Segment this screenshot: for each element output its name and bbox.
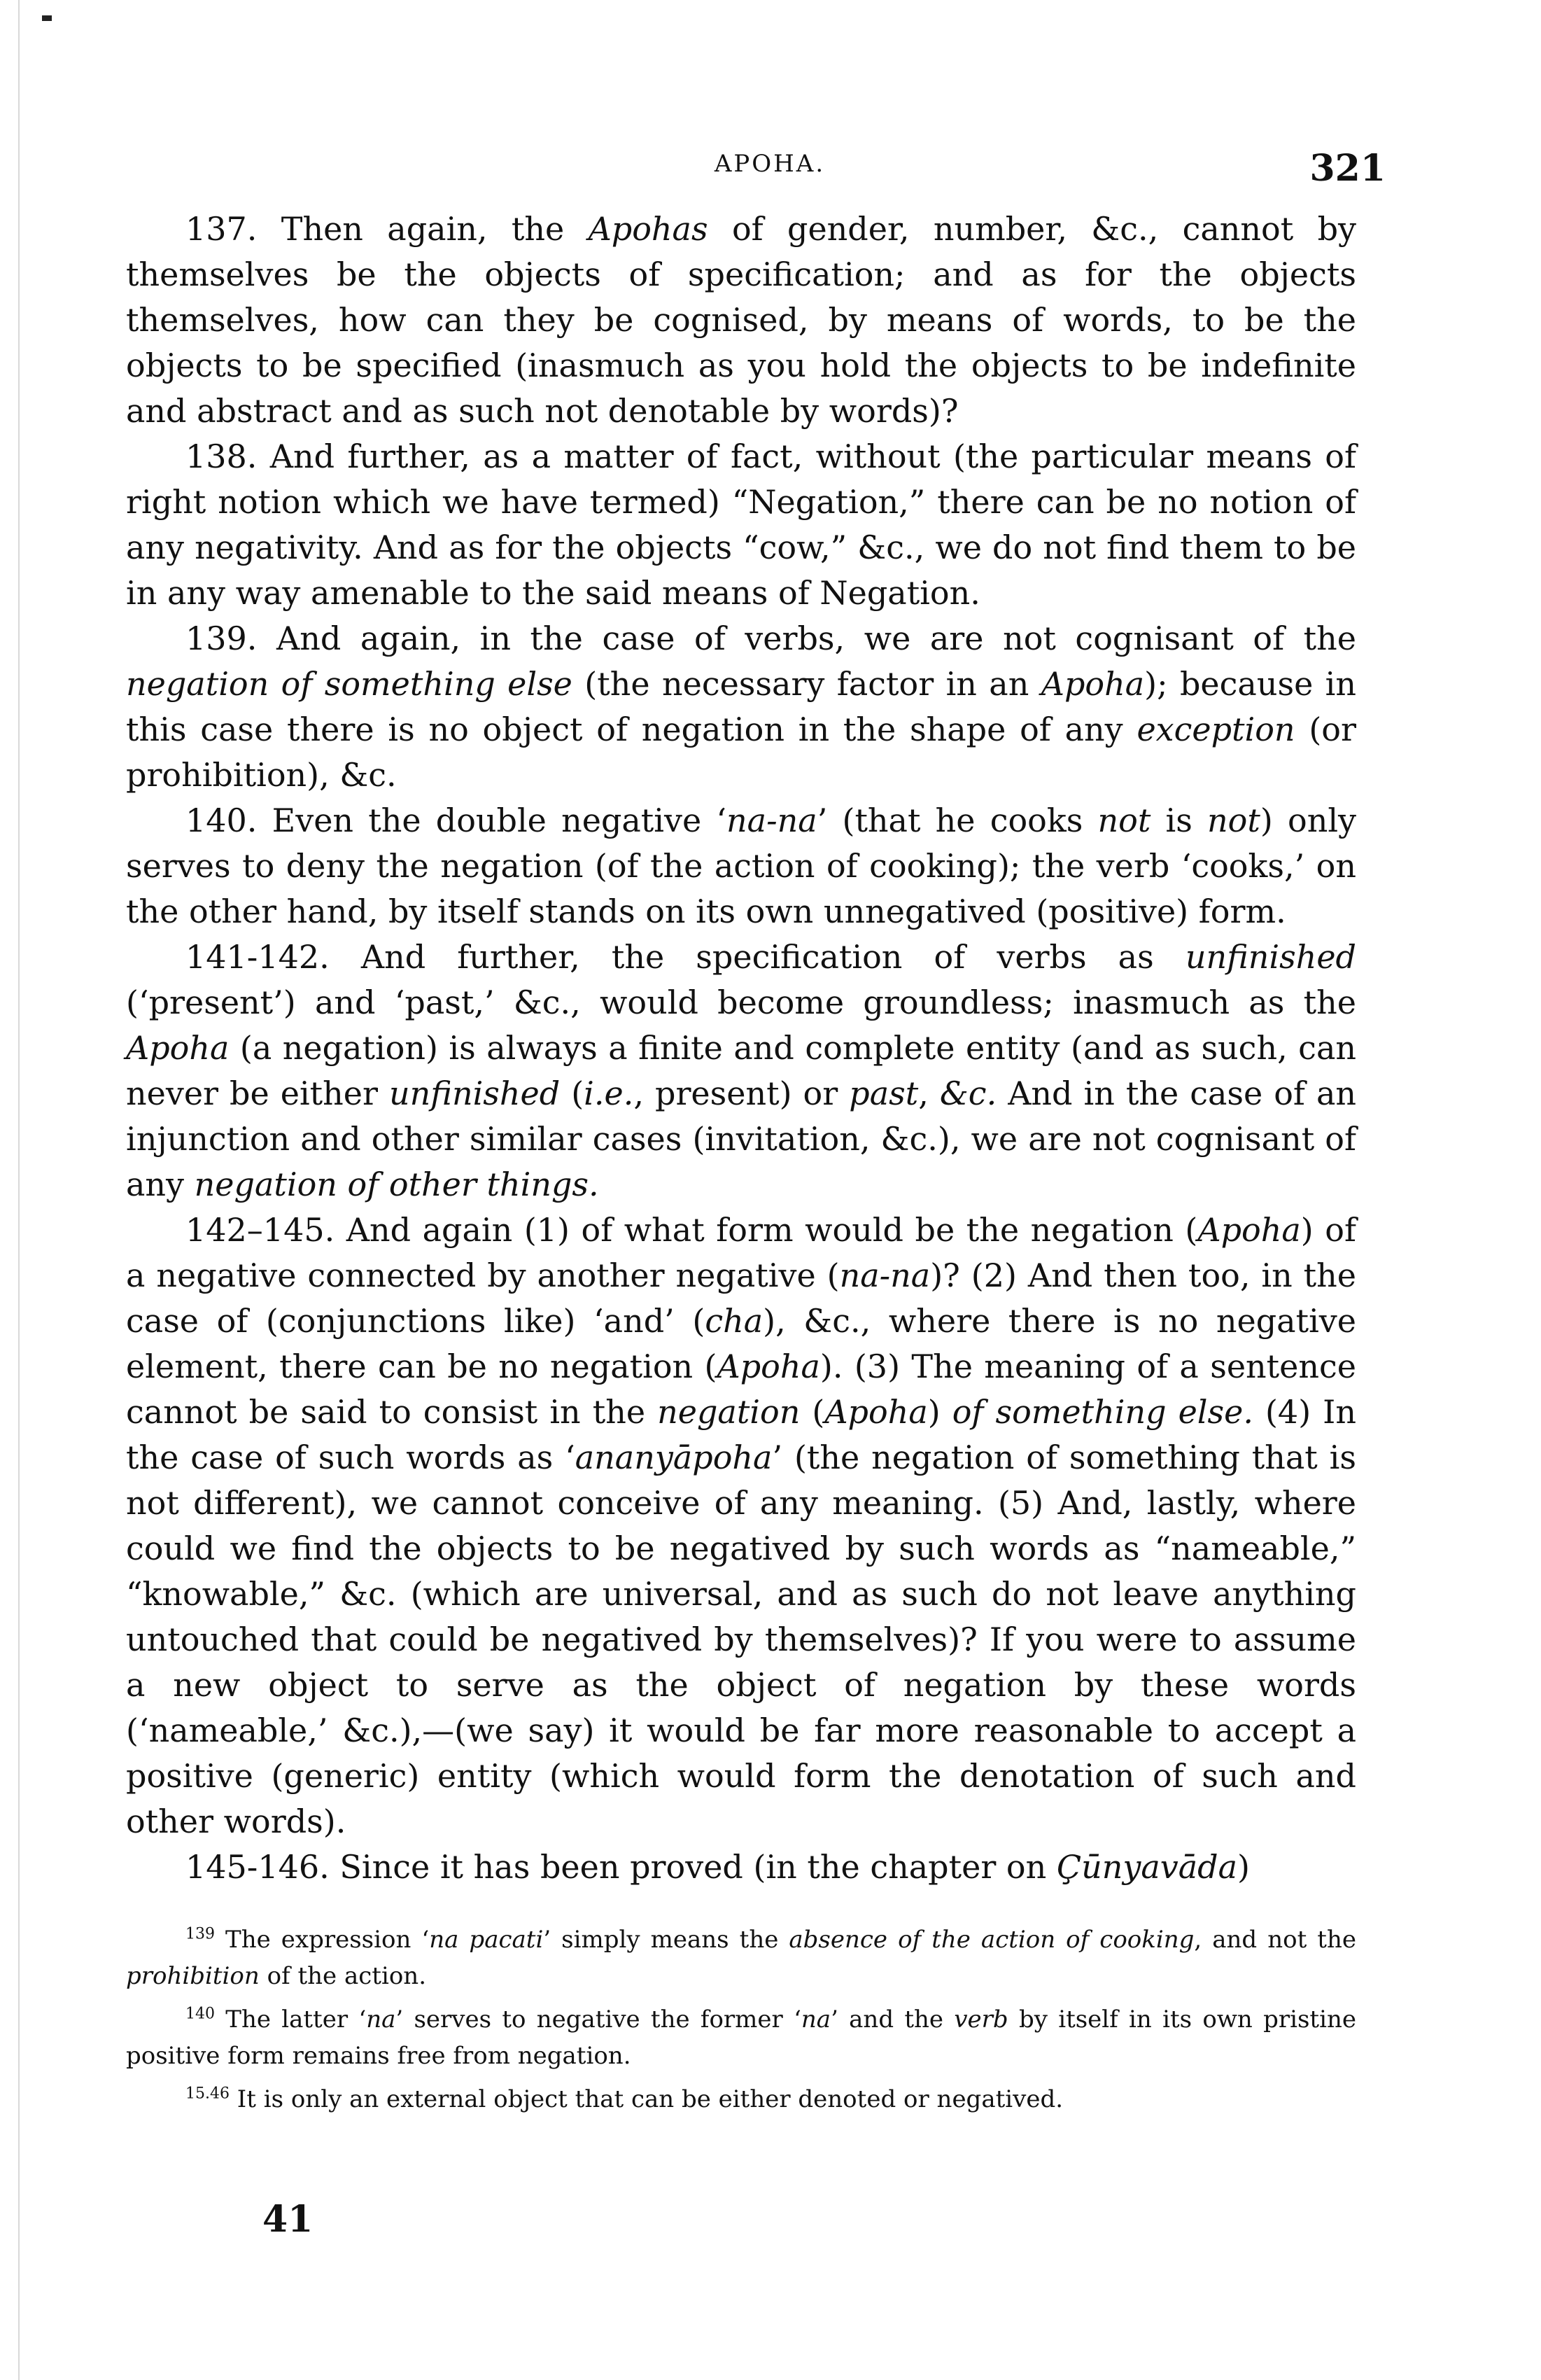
italic-run: Apoha (824, 1393, 928, 1431)
paragraph (126, 206, 1356, 434)
text-run: )? (2) And then too, in the case of (conjunctions like) ‘and’ ( (126, 1256, 1356, 1340)
paragraph (126, 798, 1356, 934)
italic-run: Apohas (588, 210, 708, 248)
paragraph (126, 434, 1356, 616)
italic-run: i.e. (584, 1074, 634, 1112)
italic-run: na (801, 2005, 831, 2033)
scan-mark (42, 15, 52, 21)
italic-run: verb (954, 2005, 1008, 2033)
text-run: And in the case of an injunction and other similar cases (invitation, &c.), we are not cognisant of any (126, 1074, 1357, 1203)
italic-run: past (849, 1074, 919, 1112)
text-run: Since it has been proved (in the chapter on (339, 1848, 1057, 1886)
text-run: (a negation) is always a finite and complete entity (and as such, can never be either (126, 1029, 1356, 1112)
text-run: ); because in this case there is no object of negation in the shape of any (126, 665, 1357, 748)
text-run: , and not the (1194, 1926, 1356, 1954)
italic-run: &c. (939, 1074, 997, 1112)
italic-run: not (1207, 802, 1260, 839)
text-run: ’ (the negation of something that is not different), we cannot conceive of any meaning. (5) And, lastly, where could we find the objects to be negatived by such words as “nameable,” “knowable,” &c. (which are universal, and as such do not leave anything untouched that could be negatived by themselves)? If you were to assume a new object to serve as the object of negation by these words (‘nameable,’ &c.),—(we say) it would be far more reasonable to accept a positive (generic) entity (which would form the denotation of such and other words). (126, 1438, 1356, 1840)
text-run: And again (1) of what form would be the negation ( (346, 1211, 1198, 1249)
footnote (126, 1921, 1356, 1994)
text-run: ’ simply means the (543, 1926, 789, 1954)
text-run: ’ (that he cooks (817, 802, 1098, 839)
italic-run: absence of the action of cooking (789, 1926, 1195, 1954)
paragraph-number: 141-142. (185, 938, 330, 976)
italic-run: ananyāpoha (575, 1438, 773, 1476)
footnote (126, 2081, 1356, 2118)
italic-run: na (366, 2005, 396, 2033)
text-run: , present) or (633, 1074, 850, 1112)
footnote-number: 15.46 (185, 2085, 230, 2103)
text-run: , (918, 1074, 940, 1112)
italic-run: Apoha (1041, 665, 1145, 703)
italic-run: Apoha (717, 1348, 820, 1385)
text-run: of the action. (259, 1962, 426, 1990)
footnote-number: 140 (185, 2005, 215, 2023)
text-run: ). (3) The meaning of a sentence cannot be said to consist in the (126, 1348, 1357, 1431)
paragraph (126, 1844, 1356, 1890)
text-run: ’ serves to negative the former ‘ (395, 2005, 801, 2033)
text-run: ) only serves to deny the negation (of the action of cooking); the verb ‘cooks,’ on the other hand, by itself stands on its own unnegatived (positive) form. (126, 802, 1357, 930)
text-run: The latter ‘ (225, 2005, 367, 2033)
text-run: (‘present’) and ‘past,’ &c., would become groundless; inasmuch as the (126, 983, 1356, 1021)
italic-run: unfinished (1185, 938, 1356, 976)
italic-run: exception (1137, 710, 1295, 748)
text-run: ( (560, 1074, 584, 1112)
text-run: (or prohibition), &c. (126, 710, 1356, 794)
text-run: The expression ‘ (225, 1926, 430, 1954)
text-run: (4) In the case of such words as ‘ (126, 1393, 1356, 1476)
italic-run: of something else. (952, 1393, 1253, 1431)
text-run: (the necessary factor in an (572, 665, 1041, 703)
text-run: ( (800, 1393, 825, 1431)
running-head-title: APOHA. (714, 150, 826, 178)
italic-run: unfinished (389, 1074, 561, 1112)
text-run: It is only an external object that can be either denoted or negatived. (237, 2085, 1064, 2113)
paragraph (126, 616, 1356, 798)
text-run: Even the double negative ‘ (272, 802, 727, 839)
footnote-number: 139 (185, 1925, 215, 1943)
italic-run: Çūnyavāda (1056, 1848, 1238, 1886)
text-run: And again, in the case of verbs, we are not cognisant of the (276, 620, 1356, 657)
text-run: ) (927, 1393, 952, 1431)
paragraph-number: 145-146. (185, 1848, 330, 1886)
text-run: of gender, number, &c., cannot by themselves be the objects of specification; and as for the objects themselves, how can they be cognised, by means of words, to be the objects to be specified (inasmuch as you hold the objects to be indefinite and abstract and as such not denotable by words)? (126, 210, 1357, 430)
italic-run: na-na (726, 802, 817, 839)
italic-run: prohibition (126, 1962, 260, 1990)
text-run: And further, as a matter of fact, without (the particular means of right notion which we have termed) “Negation,” there can be no notion of any negativity. And as for the objects “cow,” &c., we do not find them to be in any way amenable to the said means of Negation. (126, 438, 1357, 612)
paragraph (126, 934, 1356, 1208)
page-number: 321 (1309, 147, 1386, 190)
text-run: ), &c., where there is no negative element, there can be no negation ( (126, 1302, 1356, 1385)
italic-run: cha (705, 1302, 764, 1340)
paragraph-number: 140. (185, 802, 258, 839)
italic-run: Apoha (1197, 1211, 1301, 1249)
text-run: by itself in its own pristine positive form remains free from negation. (126, 2005, 1356, 2070)
text-run: Then again, the (281, 210, 589, 248)
text-run: ’ and the (831, 2005, 955, 2033)
italic-run: negation of something else (126, 665, 572, 703)
paragraph-number: 139. (185, 620, 258, 657)
italic-run: negation of other things. (194, 1166, 599, 1203)
paragraph-number: 137. (185, 210, 258, 248)
text-run: is (1151, 802, 1208, 839)
text-run: ) of a negative connected by another negative ( (126, 1211, 1356, 1294)
italic-run: na-na (839, 1256, 931, 1294)
main-text (126, 206, 1356, 1890)
footnote (126, 2001, 1356, 2074)
paragraph-number: 142–145. (185, 1211, 335, 1249)
running-head (126, 147, 1414, 189)
scan-edge-line (18, 0, 20, 2380)
paragraph (126, 1208, 1356, 1844)
paragraph-number: 138. (185, 438, 258, 475)
text-run: ) (1237, 1848, 1250, 1886)
signature-mark: 41 (262, 2198, 314, 2241)
italic-run: not (1097, 802, 1151, 839)
footnotes (126, 1921, 1356, 2124)
italic-run: na pacati (429, 1926, 544, 1954)
italic-run: negation (657, 1393, 801, 1431)
text-run: And further, the specification of verbs as (360, 938, 1185, 976)
italic-run: Apoha (126, 1029, 230, 1067)
